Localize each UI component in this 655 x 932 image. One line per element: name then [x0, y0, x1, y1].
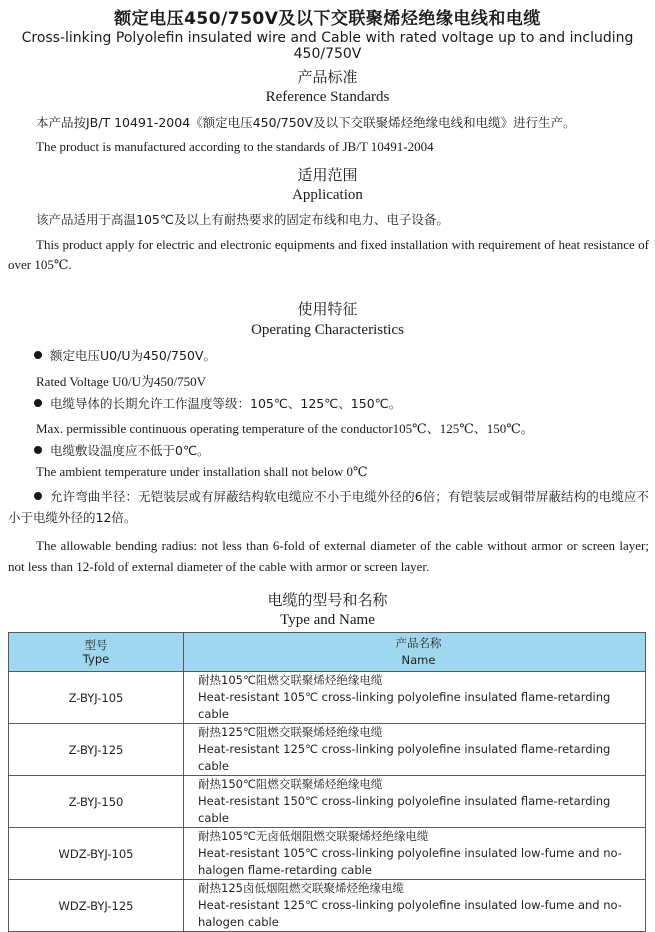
table-row	[9, 672, 646, 724]
name-cell: 耐热105℃无卤低烟阻燃交联聚烯烃绝缘电缆 Heat-resistant 105℃ cross-linking polyolefine insulated low-fume and no-halogen flame-retarding cable	[184, 828, 646, 880]
type-name-table	[8, 632, 646, 932]
application-heading-cn: 适用范围	[297, 166, 358, 184]
table-row	[9, 724, 646, 776]
operating-item-en: The allowable bending radius: not less than 6-fold of external diameter of the cable without armor or screen layer; not less than 12-fold of external diameter of the cable with armor or screen layer.	[8, 538, 649, 574]
reference-standards-body-en: The product is manufactured according to the standards of JB/T 10491-2004	[36, 139, 434, 154]
name-cell: 耐热150℃阻燃交联聚烯烃绝缘电缆 Heat-resistant 150℃ cross-linking polyolefine insulated flame-retarding cable	[184, 776, 646, 828]
table-header-row	[9, 633, 646, 672]
table-row	[9, 828, 646, 880]
operating-item-cn: 电缆敷设温度应不低于0℃。	[34, 441, 210, 459]
type-cell: Z-BYJ-150	[9, 776, 184, 828]
bullet-icon	[34, 492, 42, 500]
reference-standards-heading-en: Reference Standards	[265, 89, 390, 105]
page-title: 额定电压450/750V及以下交联聚烯烃绝缘电线和电缆	[114, 9, 541, 29]
operating-heading-cn: 使用特征	[297, 300, 358, 318]
operating-item-en: Max. permissible continuous operating temperature of the conductor105℃、125℃、150℃。	[36, 421, 534, 436]
operating-heading-en: Operating Characteristics	[251, 322, 404, 338]
table-row	[9, 776, 646, 828]
operating-item-en: The ambient temperature under installation shall not below 0℃	[36, 464, 368, 479]
operating-item-cn: 允许弯曲半径：无铠装层或有屏蔽结构软电缆应不小于电缆外径的6倍；有铠装层或铜带屏蔽结构的电缆应不小于电缆外径的12倍。	[8, 489, 649, 525]
bullet-icon	[34, 446, 42, 454]
bullet-icon	[34, 399, 42, 407]
type-cell: Z-BYJ-105	[9, 672, 184, 724]
reference-standards-heading-cn: 产品标准	[297, 68, 358, 86]
application-body-cn: 该产品适用于高温105℃及以上有耐热要求的固定布线和电力、电子设备。	[36, 212, 449, 227]
type-cell: WDZ-BYJ-105	[9, 828, 184, 880]
name-cell: 耐热125℃阻燃交联聚烯烃绝缘电缆 Heat-resistant 125℃ cross-linking polyolefine insulated flame-retarding cable	[184, 724, 646, 776]
bullet-icon	[34, 351, 42, 359]
page-subtitle: Cross-linking Polyolefin insulated wire and Cable with rated voltage up to and including 450/750V	[21, 30, 634, 62]
name-cell: 耐热125卤低烟阻燃交联聚烯烃绝缘电缆 Heat-resistant 125℃ cross-linking polyolefine insulated low-fume and no-halogen cable	[184, 880, 646, 932]
application-body-en: This product apply for electric and electronic equipments and fixed installation with requirement of heat resistance of over 105℃.	[8, 237, 649, 272]
type-name-heading-en: Type and Name	[280, 612, 375, 628]
type-column-header: 型号 Type	[9, 633, 184, 672]
type-cell: WDZ-BYJ-125	[9, 880, 184, 932]
type-name-heading-cn: 电缆的型号和名称	[267, 591, 388, 609]
operating-item-cn: 额定电压U0/U为450/750V。	[34, 346, 216, 364]
application-heading-en: Application	[292, 187, 363, 203]
name-column-header: 产品名称 Name	[184, 633, 646, 672]
reference-standards-body-cn: 本产品按JB/T 10491-2004《额定电压450/750V及以下交联聚烯烃绝缘电线和电缆》进行生产。	[36, 115, 576, 130]
table-row	[9, 880, 646, 932]
operating-item-en: Rated Voltage U0/U为450/750V	[36, 374, 206, 389]
type-cell: Z-BYJ-125	[9, 724, 184, 776]
operating-item-cn: 电缆导体的长期允许工作温度等级：105℃、125℃、150℃。	[34, 394, 401, 412]
name-cell: 耐热105℃阻燃交联聚烯烃绝缘电缆 Heat-resistant 105℃ cross-linking polyolefine insulated flame-retarding cable	[184, 672, 646, 724]
